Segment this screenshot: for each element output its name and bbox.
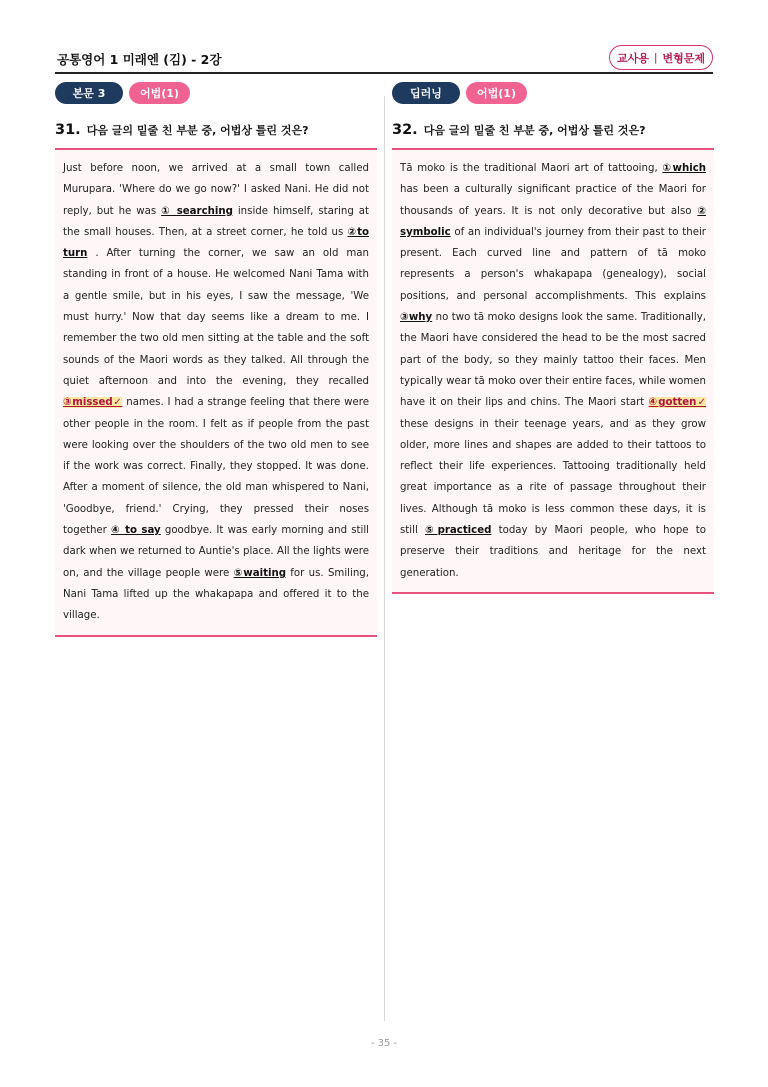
badge-right-label: 변형문제 xyxy=(662,51,706,65)
passage-segment: Just before noon, we arrived at a small town called Murupara. 'Where do we go now?' I asked Nani. He did not reply, but he was xyxy=(63,163,369,217)
source-tag: 본문 3 xyxy=(55,82,123,104)
underlined-choice: ⑤practiced xyxy=(425,525,492,537)
passage-segment: of an individual's journey from their past to their present. Each curved line and pattern of tā moko represents a person's whakapapa (genealogy), social positions, and personal accomplishments. This explains xyxy=(400,226,706,302)
passage-box xyxy=(55,148,377,637)
passage-text xyxy=(400,158,706,584)
right-column xyxy=(392,82,714,594)
page-title: 공통영어 1 미래엔 (김) - 2강 xyxy=(57,52,222,67)
underlined-choice: ②to turn xyxy=(63,226,369,260)
source-tag: 딥러닝 xyxy=(392,82,460,104)
type-tag: 어법(1) xyxy=(466,82,527,104)
question-prompt: 다음 글의 밑줄 친 부분 중, 어법상 틀린 것은? xyxy=(423,124,646,137)
column-divider xyxy=(384,96,385,1021)
underlined-choice: ⑤waiting xyxy=(233,567,286,579)
teacher-edition-badge xyxy=(609,45,713,70)
passage-box xyxy=(392,148,714,594)
passage-segment: for us. Smiling, Nani Tama lifted up the whakapapa and offered it to the village. xyxy=(63,567,369,622)
left-column xyxy=(55,82,377,637)
underlined-choice: ④ to say xyxy=(111,525,161,537)
question-prompt: 다음 글의 밑줄 친 부분 중, 어법상 틀린 것은? xyxy=(86,124,309,137)
underlined-choice-answer: ③missed✓ xyxy=(63,397,123,409)
underlined-choice: ①which xyxy=(662,163,706,174)
underlined-choice-answer: ④gotten✓ xyxy=(648,397,706,409)
underlined-choice: ③why xyxy=(400,312,433,324)
passage-text xyxy=(63,158,369,627)
header-divider xyxy=(55,72,713,74)
question-31 xyxy=(55,122,377,138)
passage-segment: has been a culturally significant practice of the Maori for thousands of years. It is not only decorative but also xyxy=(400,184,706,217)
passage-segment: Tā moko is the traditional Maori art of tattooing, xyxy=(400,163,663,174)
question-number: 31. xyxy=(55,122,81,138)
question-number: 32. xyxy=(392,122,418,138)
left-tags xyxy=(55,82,377,104)
question-32 xyxy=(392,122,714,138)
passage-segment: inside himself, staring at the small houses. Then, at a street corner, he told us xyxy=(63,205,370,238)
page-number: - 35 - xyxy=(370,1038,398,1049)
passage-segment: goodbye. It was early morning and still dark when we returned to Auntie's place. All the lights were on, and the village people were xyxy=(63,525,370,579)
passage-segment: these designs in their teenage years, and as they grow older, more lines and shapes are added to their tattoos to reflect their life experiences. Tattooing traditionally held great importance as a rite of passage throughout their lives. Although tā moko is less common these days, it is still xyxy=(400,418,706,537)
right-tags xyxy=(392,82,714,104)
type-tag: 어법(1) xyxy=(129,82,190,104)
badge-left-label: 교사용 xyxy=(616,51,649,65)
underlined-choice: ① searching xyxy=(161,205,233,217)
passage-segment: . After turning the corner, we saw an old man standing in front of a house. He welcomed Nani Tama with a gentle smile, but in his eyes, I saw the message, 'We must hurry.' Now that day seems like a dream to me. I remember the two old men sitting at the table and the soft sounds of the Maori words as they talked. All through the quiet afternoon and into the evening, they recalled xyxy=(63,248,369,387)
badge-separator: | xyxy=(653,51,658,64)
passage-segment: no two tā moko designs look the same. Traditionally, the Maori have considered the head to be the most sacred part of the body, so they mainly tattoo their faces. Men typically wear tā moko over their entire faces, while women have it on their lips and chins. The Maori start xyxy=(400,312,706,409)
passage-segment: names. I had a strange feeling that there were other people in the room. I felt as if people from the past were looking over the shoulders of the two old men to see if the work was correct. Finally, they stopped. It was done. After a moment of silence, the old man whispered to Nani, 'Goodbye, friend.' Crying, they pressed their noses together xyxy=(63,397,369,537)
passage-segment: today by Maori people, who hope to preserve their traditions and heritage for the next generation. xyxy=(400,525,706,579)
underlined-choice: ② symbolic xyxy=(400,205,706,238)
